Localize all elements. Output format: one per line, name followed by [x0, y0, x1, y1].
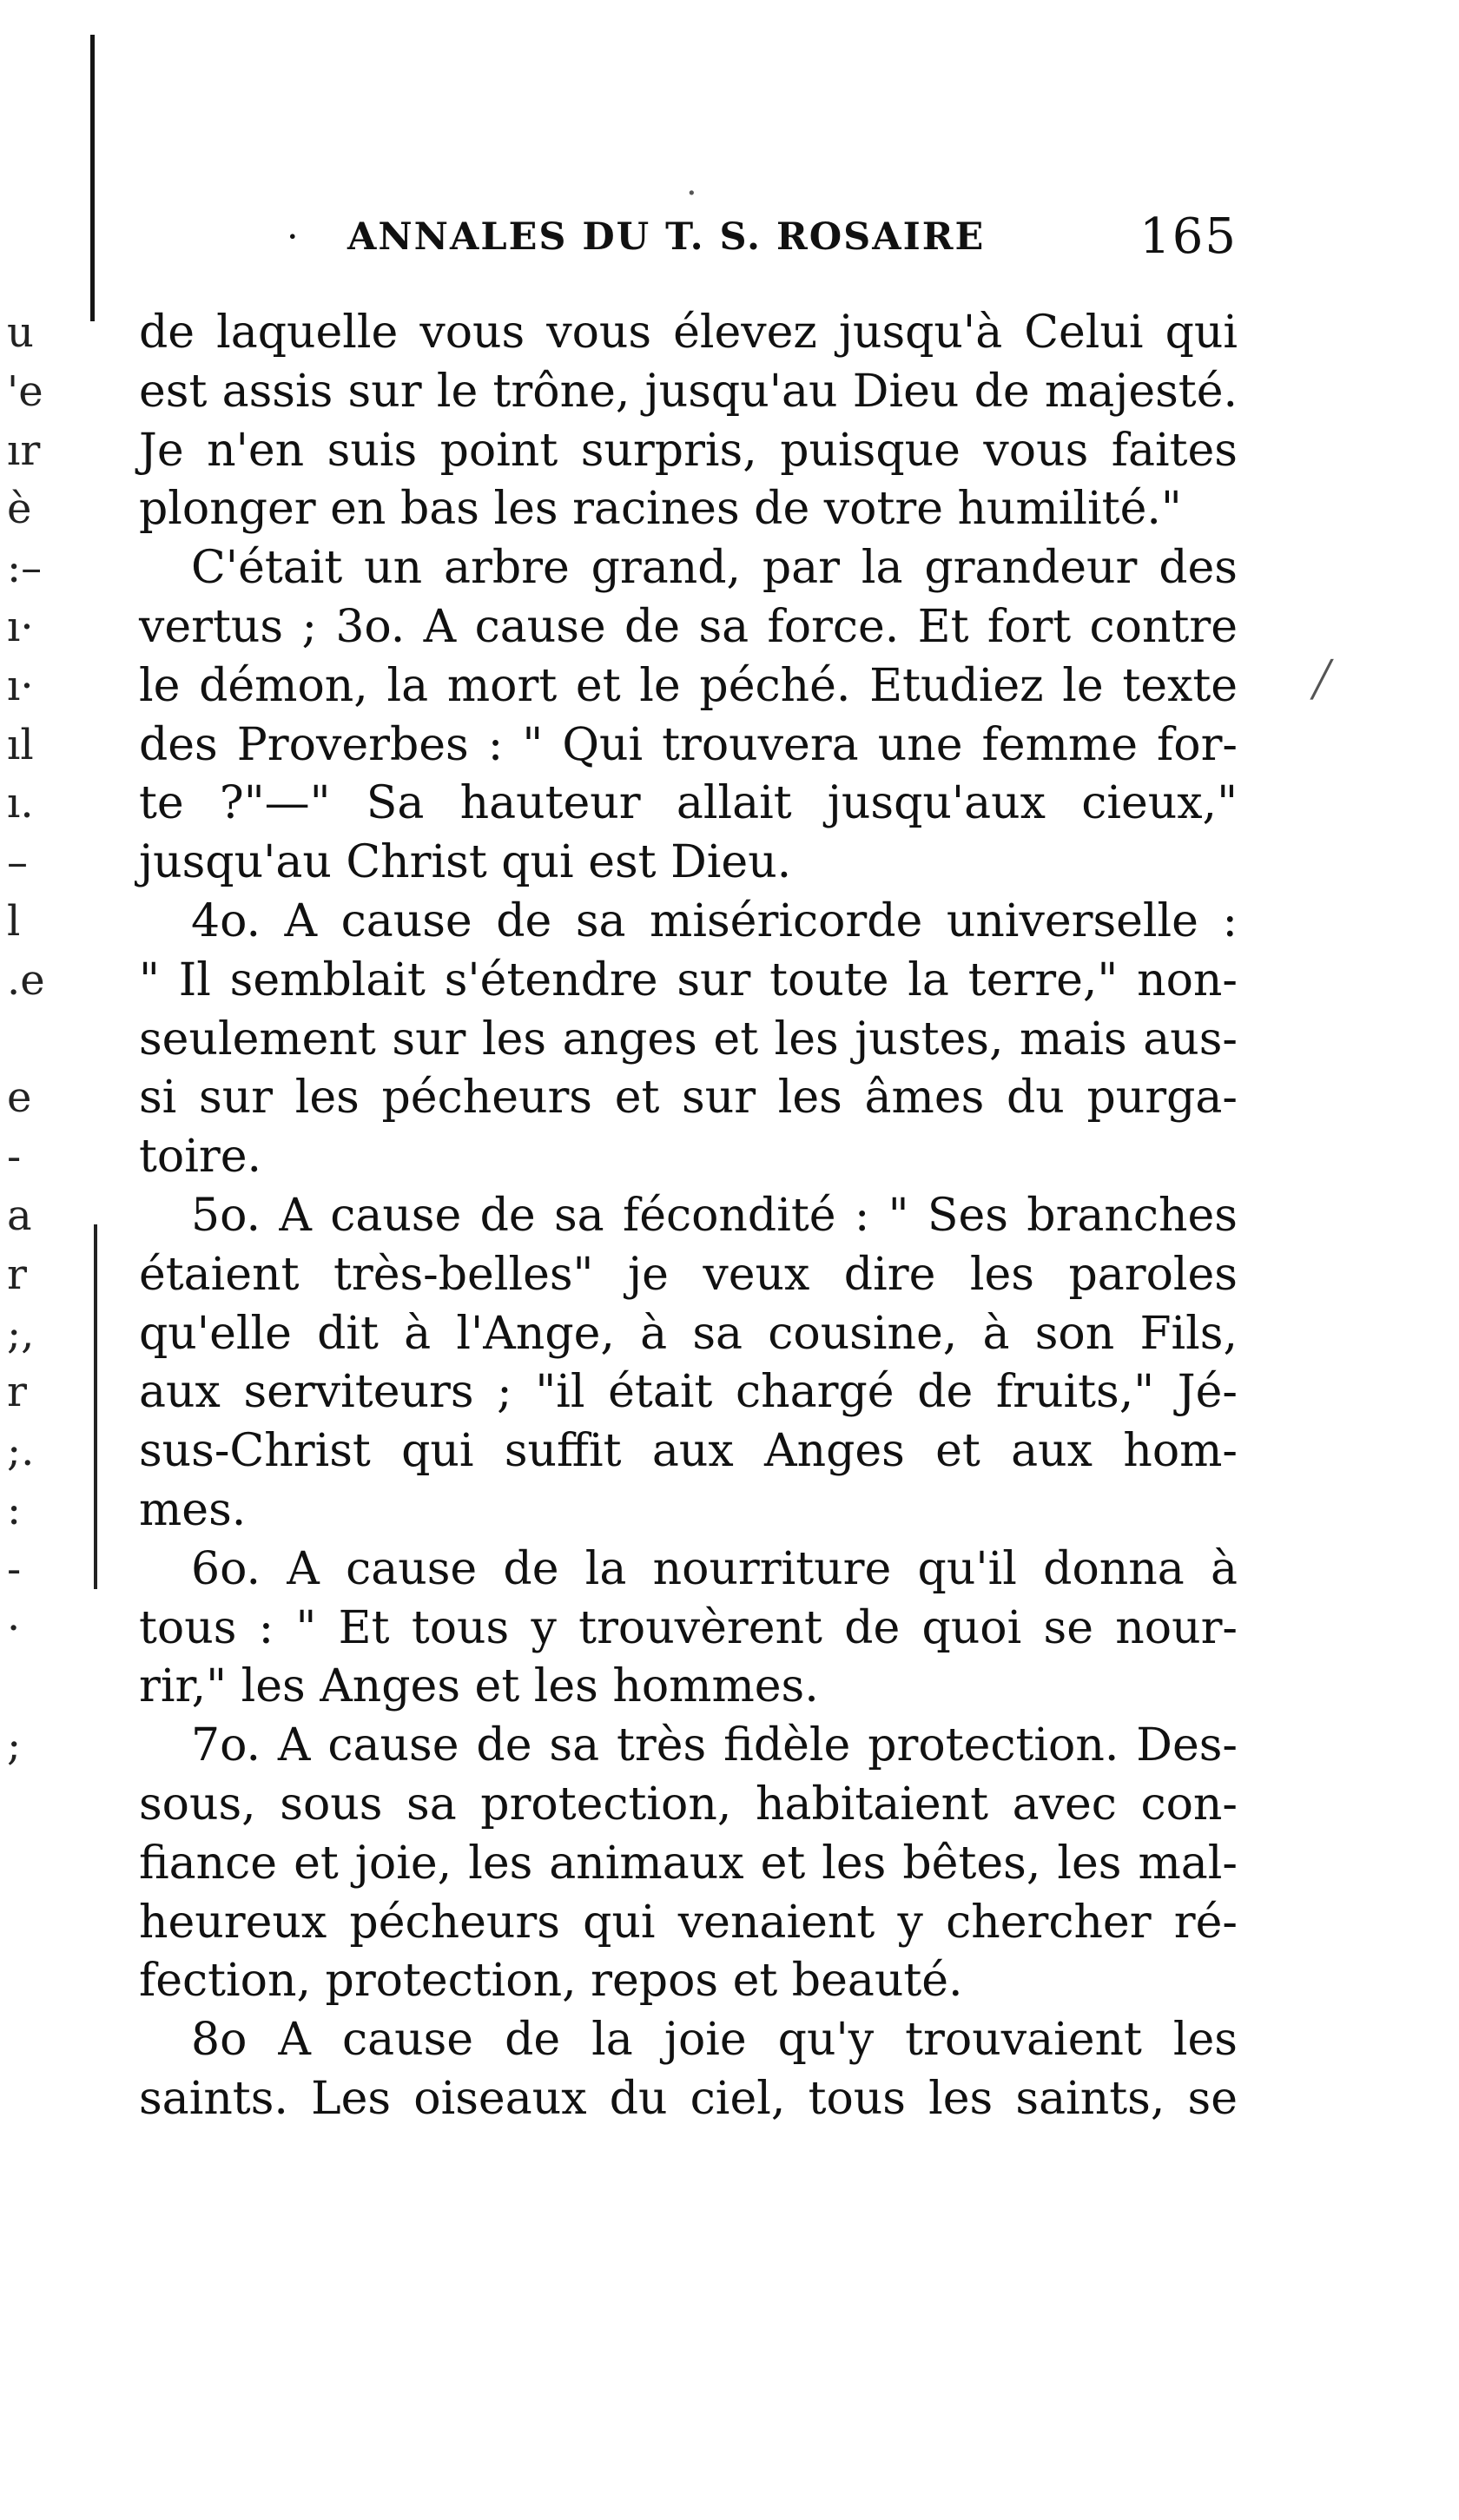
bleed-glyph: - — [7, 1132, 22, 1182]
bleed-glyph: r — [7, 1368, 27, 1417]
bleed-glyph — [7, 1658, 85, 1717]
binding-edge — [90, 35, 95, 321]
text-line: sus-Christ qui suffit aux Anges et aux hom- — [139, 1425, 1238, 1478]
text-line: le démon, la mort et le péché. Etudiez le texte — [139, 659, 1238, 712]
text-line: saints. Les oiseaux du ciel, tous les saints, se — [139, 2072, 1238, 2125]
bleed-glyph: ı. — [7, 779, 34, 828]
text-line: qu'elle dit à l'Ange, à sa cousine, à son Fils, — [139, 1307, 1238, 1360]
speck: · — [686, 174, 697, 214]
text-line: " Il semblait s'étendre sur toute la terre," non- — [139, 953, 1238, 1006]
bleed-glyph: 'e — [7, 366, 43, 416]
text-line: seulement sur les anges et les justes, mais aus- — [139, 1013, 1238, 1065]
bleed-glyph: - — [7, 1544, 22, 1593]
text-line: C'était un arbre grand, par la grandeur des — [191, 542, 1238, 595]
text-line: des Proverbes : " Qui trouvera une femme for- — [139, 718, 1238, 771]
speck: ╱ — [1311, 660, 1333, 700]
text-line: 6o. A cause de la nourriture qu'il donna à — [191, 1542, 1238, 1595]
bleed-glyph: l — [7, 896, 21, 946]
text-line: 4o. A cause de sa miséricorde universelle : — [191, 894, 1238, 947]
text-line: 7o. A cause de sa très fidèle protection. Des- — [191, 1719, 1238, 1772]
text-line: plonger en bas les racines de votre humilité." — [139, 483, 1182, 536]
bleed-glyph: ;, — [7, 1309, 35, 1358]
bleed-glyph: ı· — [7, 661, 34, 710]
header-dot: · — [287, 215, 300, 259]
text-line: est assis sur le trône, jusqu'au Dieu de majesté. — [139, 365, 1238, 418]
bleed-glyph: ır — [7, 425, 41, 475]
bleed-edge — [94, 1224, 97, 1589]
text-line: vertus ; 3o. A cause de sa force. Et fort contre — [139, 600, 1238, 653]
bleed-glyph: ı· — [7, 602, 34, 651]
bleed-glyph: e — [7, 1073, 32, 1123]
bleed-glyph: :– — [7, 544, 43, 593]
bleed-glyph: – — [7, 838, 28, 887]
text-line: te ?"—" Sa hauteur allait jusqu'aux cieux," — [139, 777, 1238, 830]
text-line: étaient très-belles" je veux dire les paroles — [139, 1248, 1238, 1301]
text-line: 5o. A cause de sa fécondité : " Ses branches — [191, 1189, 1238, 1242]
text-line: si sur les pécheurs et sur les âmes du purga- — [139, 1072, 1238, 1125]
text-line: de laquelle vous vous élevez jusqu'à Celui qui — [139, 307, 1238, 359]
bleed-glyph: è — [7, 485, 32, 534]
bleed-glyph: : — [7, 1485, 22, 1534]
bleed-glyph: · — [7, 1603, 21, 1653]
bleed-glyph: ; — [7, 1721, 22, 1771]
bleed-glyph: .e — [7, 955, 45, 1005]
text-line: fection, protection, repos et beauté. — [139, 1955, 963, 2008]
text-line: heureux pécheurs qui venaient y chercher ré- — [139, 1896, 1238, 1949]
running-header — [287, 208, 1238, 269]
text-line: 8o A cause de la joie qu'y trouvaient les — [191, 2014, 1238, 2067]
facing-page-bleed — [7, 304, 85, 1776]
bleed-glyph: ıl — [7, 720, 34, 769]
text-line: toire. — [139, 1131, 261, 1184]
text-line: rir," les Anges et les hommes. — [139, 1660, 819, 1713]
body-text — [139, 304, 1238, 2129]
bleed-glyph: ;. — [7, 1427, 35, 1476]
running-title: ANNALES DU T. S. ROSAIRE — [347, 215, 986, 259]
text-line: sous, sous sa protection, habitaient avec con- — [139, 1778, 1238, 1831]
text-line: tous : " Et tous y trouvèrent de quoi se nour- — [139, 1601, 1238, 1654]
page-number: 165 — [1139, 208, 1238, 265]
bleed-glyph — [7, 1011, 85, 1070]
bleed-glyph: r — [7, 1250, 27, 1299]
text-line: mes. — [139, 1483, 247, 1536]
bleed-glyph: u — [7, 308, 34, 357]
bleed-glyph: a — [7, 1191, 32, 1240]
text-line: aux serviteurs ; "il était chargé de fruits," Jé- — [139, 1366, 1238, 1419]
text-line: fiance et joie, les animaux et les bêtes, les mal- — [139, 1837, 1238, 1890]
text-line: Je n'en suis point surpris, puisque vous faites — [139, 424, 1238, 477]
text-line: jusqu'au Christ qui est Dieu. — [139, 836, 792, 889]
